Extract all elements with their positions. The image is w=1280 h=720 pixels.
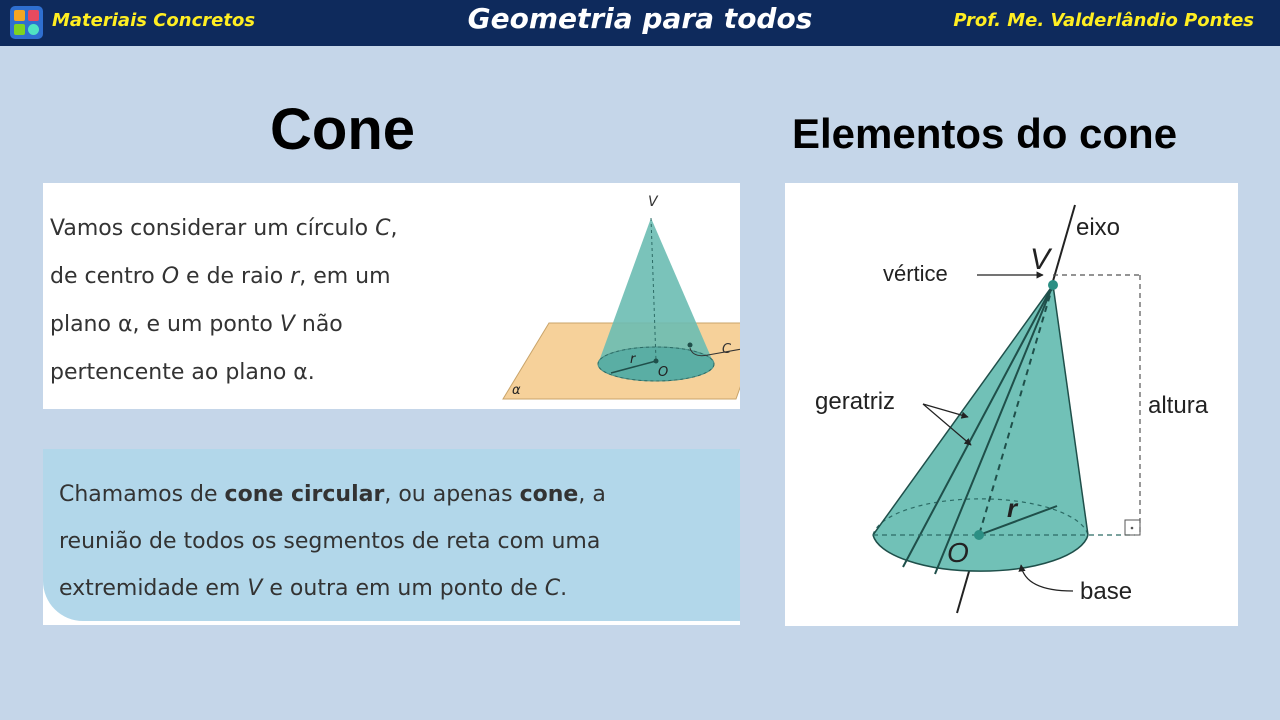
vertex-v-label: V <box>1030 243 1051 276</box>
vertex-point <box>1048 280 1058 290</box>
section-title-elements: Elementos do cone <box>792 110 1178 157</box>
page-title: Cone <box>270 97 415 162</box>
definition-highlight <box>43 449 740 621</box>
generatrix-label: geratriz <box>815 388 896 415</box>
circle-c-label: C <box>722 342 732 357</box>
vertex-label: vértice <box>883 261 948 286</box>
center-o-label: O <box>947 537 969 568</box>
definition-panel-2 <box>43 449 740 625</box>
radius-r-label: r <box>1007 493 1018 523</box>
center-o-label: O <box>658 365 669 380</box>
height-label: altura <box>1148 392 1209 419</box>
radius-r-label: r <box>630 352 636 367</box>
center-o-point <box>654 359 659 364</box>
header-author: Prof. Me. Valderlândio Pontes <box>953 10 1254 31</box>
header-title: Geometria para todos <box>467 2 813 35</box>
center-point <box>974 530 984 540</box>
definition-text-2: Chamamos de cone circular, ou apenas cone, a reunião de todos os segmentos de reta com uma extremidade em V e outra em um ponto de C. <box>59 482 606 601</box>
cone-elements-panel <box>785 183 1238 626</box>
header-bar <box>0 0 1280 46</box>
definition-text-1: Vamos considerar um círculo C, de centro O e de raio r, em um plano α, e um ponto V não pertencente ao plano α. <box>50 216 398 385</box>
cone-body <box>598 218 714 364</box>
base-label: base <box>1080 578 1133 605</box>
axis-label: eixo <box>1076 214 1121 241</box>
vertex-v-label: V <box>648 194 658 210</box>
header-left-label: Materiais Concretos <box>52 10 256 31</box>
cone-on-plane-figure <box>493 183 740 409</box>
cone-elements-figure <box>785 183 1238 626</box>
definition-panel-1 <box>43 183 740 409</box>
plane-alpha-label: α <box>512 383 521 398</box>
